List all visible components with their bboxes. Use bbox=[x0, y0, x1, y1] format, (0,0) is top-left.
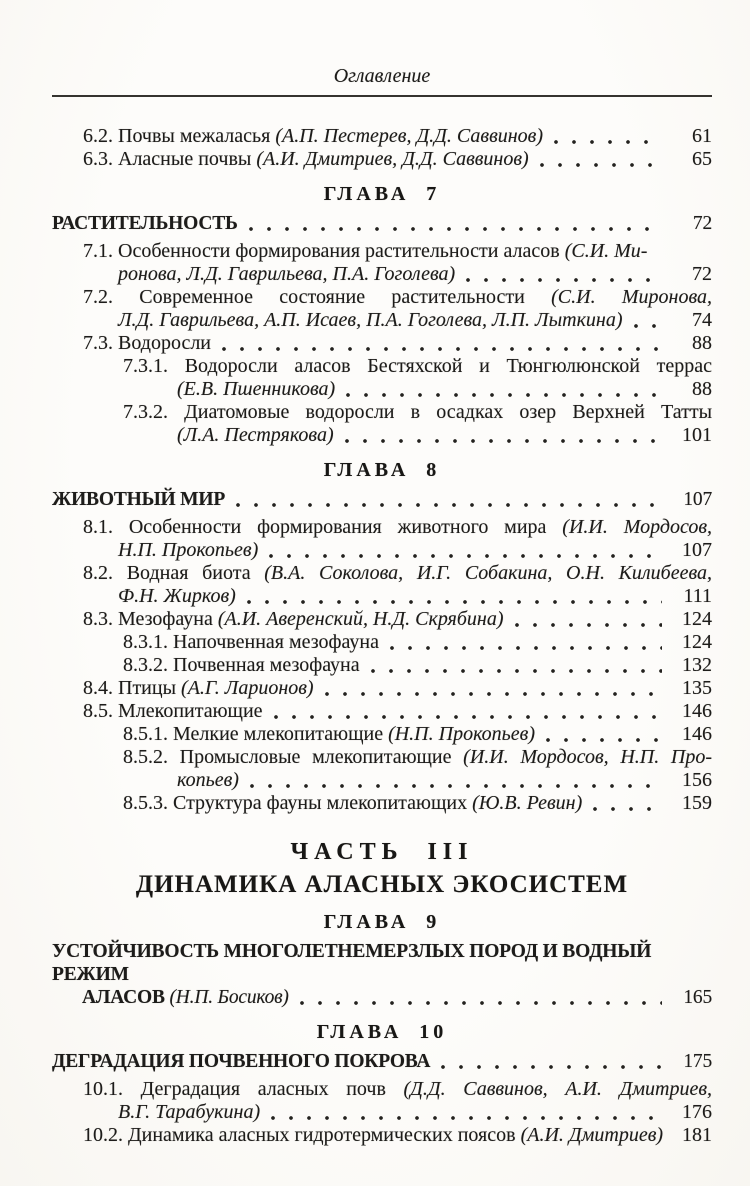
dot-leader bbox=[389, 634, 662, 654]
toc-entry-text: (Е.В. Пшенникова) bbox=[177, 378, 336, 400]
page-number: 72 bbox=[692, 213, 712, 234]
toc-entry-text: 8.3.2. Почвенная мезофауна bbox=[123, 654, 360, 676]
toc-entry-line bbox=[52, 562, 712, 585]
toc-entry-text: (Л.А. Пестрякова) bbox=[177, 424, 334, 446]
dot-leader bbox=[539, 151, 662, 171]
toc-entry-line bbox=[52, 240, 712, 263]
toc-entry bbox=[52, 1078, 712, 1124]
page-number: 107 bbox=[682, 539, 712, 561]
toc-entry bbox=[52, 608, 712, 631]
table-of-contents bbox=[52, 125, 712, 1147]
toc-entry-text: 8.3.1. Напочвенная мезофауна bbox=[123, 631, 379, 653]
toc-entry-line bbox=[52, 585, 712, 608]
toc-entry-text: АЛАСОВ (Н.П. Босиков) bbox=[82, 987, 289, 1008]
toc-entry-text: 7.3.2. Диатомовые водоросли в осадках озер Верхней Татты bbox=[123, 401, 712, 423]
toc-entry-line bbox=[52, 148, 712, 171]
toc-entry bbox=[52, 723, 712, 746]
dot-leader bbox=[545, 726, 662, 746]
page-number: 111 bbox=[683, 585, 712, 607]
toc-entry-text: 7.2. Современное состояние растительности (С.И. Миронова, bbox=[83, 286, 712, 308]
toc-entry bbox=[52, 401, 712, 447]
toc-entry-line bbox=[52, 723, 712, 746]
dot-leader bbox=[465, 266, 662, 286]
page-number: 132 bbox=[682, 654, 712, 676]
toc-entry bbox=[52, 516, 712, 562]
page-number: 159 bbox=[682, 792, 712, 814]
page-number: 165 bbox=[683, 987, 712, 1008]
toc-entry-line bbox=[52, 212, 712, 235]
toc-entry bbox=[52, 332, 712, 355]
dot-leader bbox=[345, 381, 662, 401]
toc-entry bbox=[52, 940, 712, 1009]
toc-entry bbox=[52, 125, 712, 148]
toc-entry-text: Ф.Н. Жирков) bbox=[118, 585, 236, 607]
toc-entry bbox=[52, 488, 712, 511]
toc-entry-line bbox=[52, 1050, 712, 1073]
dot-leader bbox=[324, 680, 662, 700]
toc-entry bbox=[52, 631, 712, 654]
toc-entry-text: 8.1. Особенности формирования животного мира (И.И. Мордосов, bbox=[83, 516, 712, 538]
toc-entry bbox=[52, 677, 712, 700]
dot-leader bbox=[270, 1104, 662, 1124]
toc-entry-text: 8.5.3. Структура фауны млекопитающих (Ю.В. Ревин) bbox=[123, 792, 583, 814]
toc-entry-text: 8.3. Мезофауна (А.И. Аверенский, Н.Д. Скрябина) bbox=[83, 608, 504, 630]
toc-entry bbox=[52, 562, 712, 608]
toc-entry bbox=[52, 148, 712, 171]
toc-entry-line bbox=[52, 608, 712, 631]
toc-entry-line bbox=[52, 378, 712, 401]
toc-entry bbox=[52, 792, 712, 815]
running-head: Оглавление bbox=[333, 65, 431, 87]
page-number: 146 bbox=[682, 723, 712, 745]
toc-entry-text: 6.2. Почвы межаласья (А.П. Пестерев, Д.Д. Саввинов) bbox=[83, 125, 544, 147]
toc-entry-line bbox=[52, 700, 712, 723]
toc-heading: ГЛАВА 9 bbox=[323, 911, 441, 933]
toc-heading: ГЛАВА 8 bbox=[323, 459, 441, 481]
toc-entry-text: ЖИВОТНЫЙ МИР bbox=[52, 489, 226, 510]
page-number: 88 bbox=[692, 378, 712, 400]
toc-entry-line bbox=[52, 746, 712, 769]
toc-entry bbox=[52, 700, 712, 723]
toc-entry bbox=[52, 1124, 712, 1147]
page-number: 135 bbox=[682, 677, 712, 699]
dot-leader bbox=[221, 335, 662, 355]
toc-entry-text: 7.3. Водоросли bbox=[83, 332, 211, 354]
toc-entry-line bbox=[52, 539, 712, 562]
toc-entry bbox=[52, 286, 712, 332]
page-number: 101 bbox=[682, 424, 712, 446]
page-number: 88 bbox=[692, 332, 712, 354]
toc-entry-line bbox=[52, 986, 712, 1009]
toc-entry bbox=[52, 1050, 712, 1073]
toc-entry-line bbox=[52, 263, 712, 286]
page-number: 61 bbox=[692, 125, 712, 147]
dot-leader bbox=[268, 542, 662, 562]
header-rule bbox=[52, 95, 712, 97]
dot-leader bbox=[553, 128, 662, 148]
dot-leader bbox=[249, 772, 662, 792]
toc-entry-line bbox=[52, 769, 712, 792]
page-number: 124 bbox=[682, 608, 712, 630]
toc-entry-line bbox=[52, 631, 712, 654]
dot-leader bbox=[440, 1053, 662, 1073]
toc-entry bbox=[52, 746, 712, 792]
toc-entry-line bbox=[52, 1078, 712, 1101]
toc-entry-line bbox=[52, 309, 712, 332]
toc-entry-line bbox=[52, 286, 712, 309]
toc-entry-line bbox=[52, 516, 712, 539]
toc-entry-text: В.Г. Тарабукина) bbox=[118, 1101, 261, 1123]
dot-leader bbox=[235, 491, 662, 511]
dot-leader bbox=[299, 989, 662, 1009]
toc-entry-text: УСТОЙЧИВОСТЬ МНОГОЛЕТНЕМЕРЗЛЫХ ПОРОД И ВОДНЫЙ РЕЖИМ bbox=[52, 941, 652, 985]
dot-leader bbox=[273, 703, 662, 723]
dot-leader bbox=[248, 215, 662, 235]
toc-entry-line bbox=[52, 677, 712, 700]
page-number: 176 bbox=[682, 1101, 712, 1123]
toc-entry-text: ДЕГРАДАЦИЯ ПОЧВЕННОГО ПОКРОВА bbox=[52, 1051, 431, 1072]
toc-heading: ГЛАВА 10 bbox=[316, 1021, 448, 1043]
toc-entry-text: копьев) bbox=[177, 769, 239, 791]
toc-entry-line bbox=[52, 401, 712, 424]
toc-entry-line bbox=[52, 792, 712, 815]
toc-entry-text: Л.Д. Гаврильева, А.П. Исаев, П.А. Гоголева, Л.П. Лыткина) bbox=[118, 309, 623, 331]
toc-entry-text: 10.2. Динамика аласных гидротермических поясов (А.И. Дмитриев) bbox=[83, 1124, 664, 1146]
toc-entry-text: 7.3.1. Водоросли аласов Бестяхской и Тюнгюлюнской террас bbox=[123, 355, 712, 377]
page-number: 156 bbox=[682, 769, 712, 791]
toc-entry bbox=[52, 212, 712, 235]
toc-heading: ДИНАМИКА АЛАСНЫХ ЭКОСИСТЕМ bbox=[135, 871, 629, 898]
toc-entry-line bbox=[52, 1101, 712, 1124]
toc-entry-text: 8.5.1. Мелкие млекопитающие (Н.П. Прокопьев) bbox=[123, 723, 535, 745]
toc-entry-line bbox=[52, 1124, 712, 1147]
page-number: 181 bbox=[682, 1124, 712, 1146]
toc-entry-text: 8.5. Млекопитающие bbox=[83, 700, 263, 722]
toc-entry bbox=[52, 355, 712, 401]
page-number: 107 bbox=[683, 489, 712, 510]
toc-entry-text: 8.4. Птицы (А.Г. Ларионов) bbox=[83, 677, 314, 699]
page-number: 72 bbox=[692, 263, 712, 285]
dot-leader bbox=[514, 611, 663, 631]
toc-entry-text: ронова, Л.Д. Гаврильева, П.А. Гоголева) bbox=[118, 263, 456, 285]
dot-leader bbox=[592, 795, 662, 815]
toc-entry bbox=[52, 240, 712, 286]
toc-entry-text: 6.3. Аласные почвы (А.И. Дмитриев, Д.Д. Саввинов) bbox=[83, 148, 529, 170]
toc-entry-line bbox=[52, 488, 712, 511]
toc-entry-line bbox=[52, 355, 712, 378]
toc-heading: ГЛАВА 7 bbox=[323, 183, 441, 205]
toc-heading: ЧАСТЬ III bbox=[290, 839, 474, 865]
page-number: 146 bbox=[682, 700, 712, 722]
dot-leader bbox=[633, 312, 662, 332]
toc-entry-line bbox=[52, 332, 712, 355]
page-number: 74 bbox=[692, 309, 712, 331]
toc-entry-text: 10.1. Деградация аласных почв (Д.Д. Саввинов, А.И. Дмитриев, bbox=[83, 1078, 713, 1100]
toc-entry-line bbox=[52, 940, 712, 986]
toc-entry-text: РАСТИТЕЛЬНОСТЬ bbox=[52, 213, 238, 234]
dot-leader bbox=[246, 588, 662, 608]
toc-entry-line bbox=[52, 424, 712, 447]
toc-entry-text: Н.П. Прокопьев) bbox=[118, 539, 259, 561]
toc-entry bbox=[52, 654, 712, 677]
toc-entry-line bbox=[52, 654, 712, 677]
dot-leader bbox=[370, 657, 662, 677]
dot-leader bbox=[344, 427, 662, 447]
toc-entry-text: 7.1. Особенности формирования растительности аласов (С.И. Ми- bbox=[83, 240, 648, 262]
toc-entry-line bbox=[52, 125, 712, 148]
page-number: 124 bbox=[682, 631, 712, 653]
toc-entry-text: 8.2. Водная биота (В.А. Соколова, И.Г. Собакина, О.Н. Килибеева, bbox=[83, 562, 712, 584]
page-number: 65 bbox=[692, 148, 712, 170]
page-number: 175 bbox=[683, 1051, 712, 1072]
toc-entry-text: 8.5.2. Промысловые млекопитающие (И.И. Мордосов, Н.П. Про- bbox=[123, 746, 712, 768]
